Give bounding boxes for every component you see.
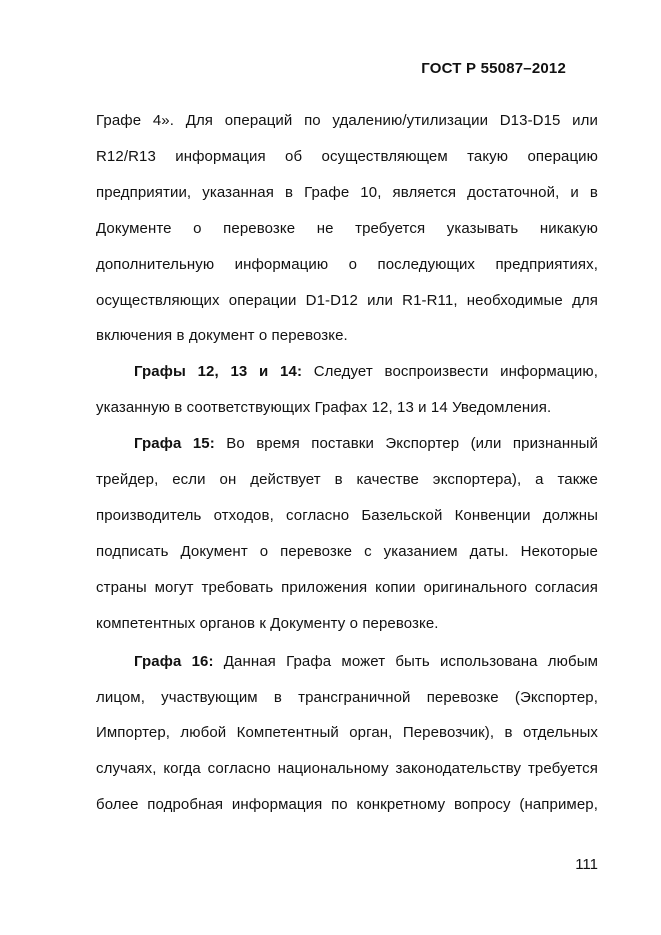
paragraph-lead: Графа 16: bbox=[134, 652, 214, 670]
paragraph-text: Данная Графа может быть использована любым лицом, участвующим в трансграничной перевозке (Экспортер, Импортер, любой Компетентный орган, Перевозчик), в отдельных случаях, когда согласно национальному законодательству требуется более подробная информация по конкретному вопросу (например, bbox=[96, 652, 598, 814]
paragraph-fields-12-14 bbox=[96, 354, 598, 426]
paragraph-continuation bbox=[96, 103, 598, 354]
paragraph-lead: Графы 12, 13 и 14: bbox=[134, 363, 303, 381]
paragraph-text: Следует воспроизвести информацию, указанную в соответствующих Графах 12, 13 и 14 Уведомления. bbox=[96, 363, 598, 417]
paragraph-text: Графе 4». Для операций по удалению/утилизации D13-D15 или R12/R13 информация об осуществляющем такую операцию предприятии, указанная в Графе 10, является достаточной, и в Документе о перевозке не требуется указывать никакую дополнительную информацию о последующих предприятиях, осуществляющих операции D1-D12 или R1-R11, необходимые для включения в документ о перевозке. bbox=[96, 112, 598, 345]
paragraph-lead: Графа 15: bbox=[134, 435, 215, 453]
page-number: 111 bbox=[575, 856, 598, 873]
paragraph-field-15 bbox=[96, 426, 598, 641]
paragraph-field-16 bbox=[96, 644, 598, 824]
paragraph-text: Во время поставки Экспортер (или признанный трейдер, если он действует в качестве экспортера), а также производитель отходов, согласно Базельской Конвенции должны подписать Документ о перевозке с указанием даты. Некоторые страны могут требовать приложения копии оригинального согласия компетентных органов к Документу о перевозке. bbox=[96, 435, 598, 632]
page-body bbox=[96, 103, 598, 823]
document-standard-header: ГОСТ Р 55087–2012 bbox=[421, 60, 566, 77]
